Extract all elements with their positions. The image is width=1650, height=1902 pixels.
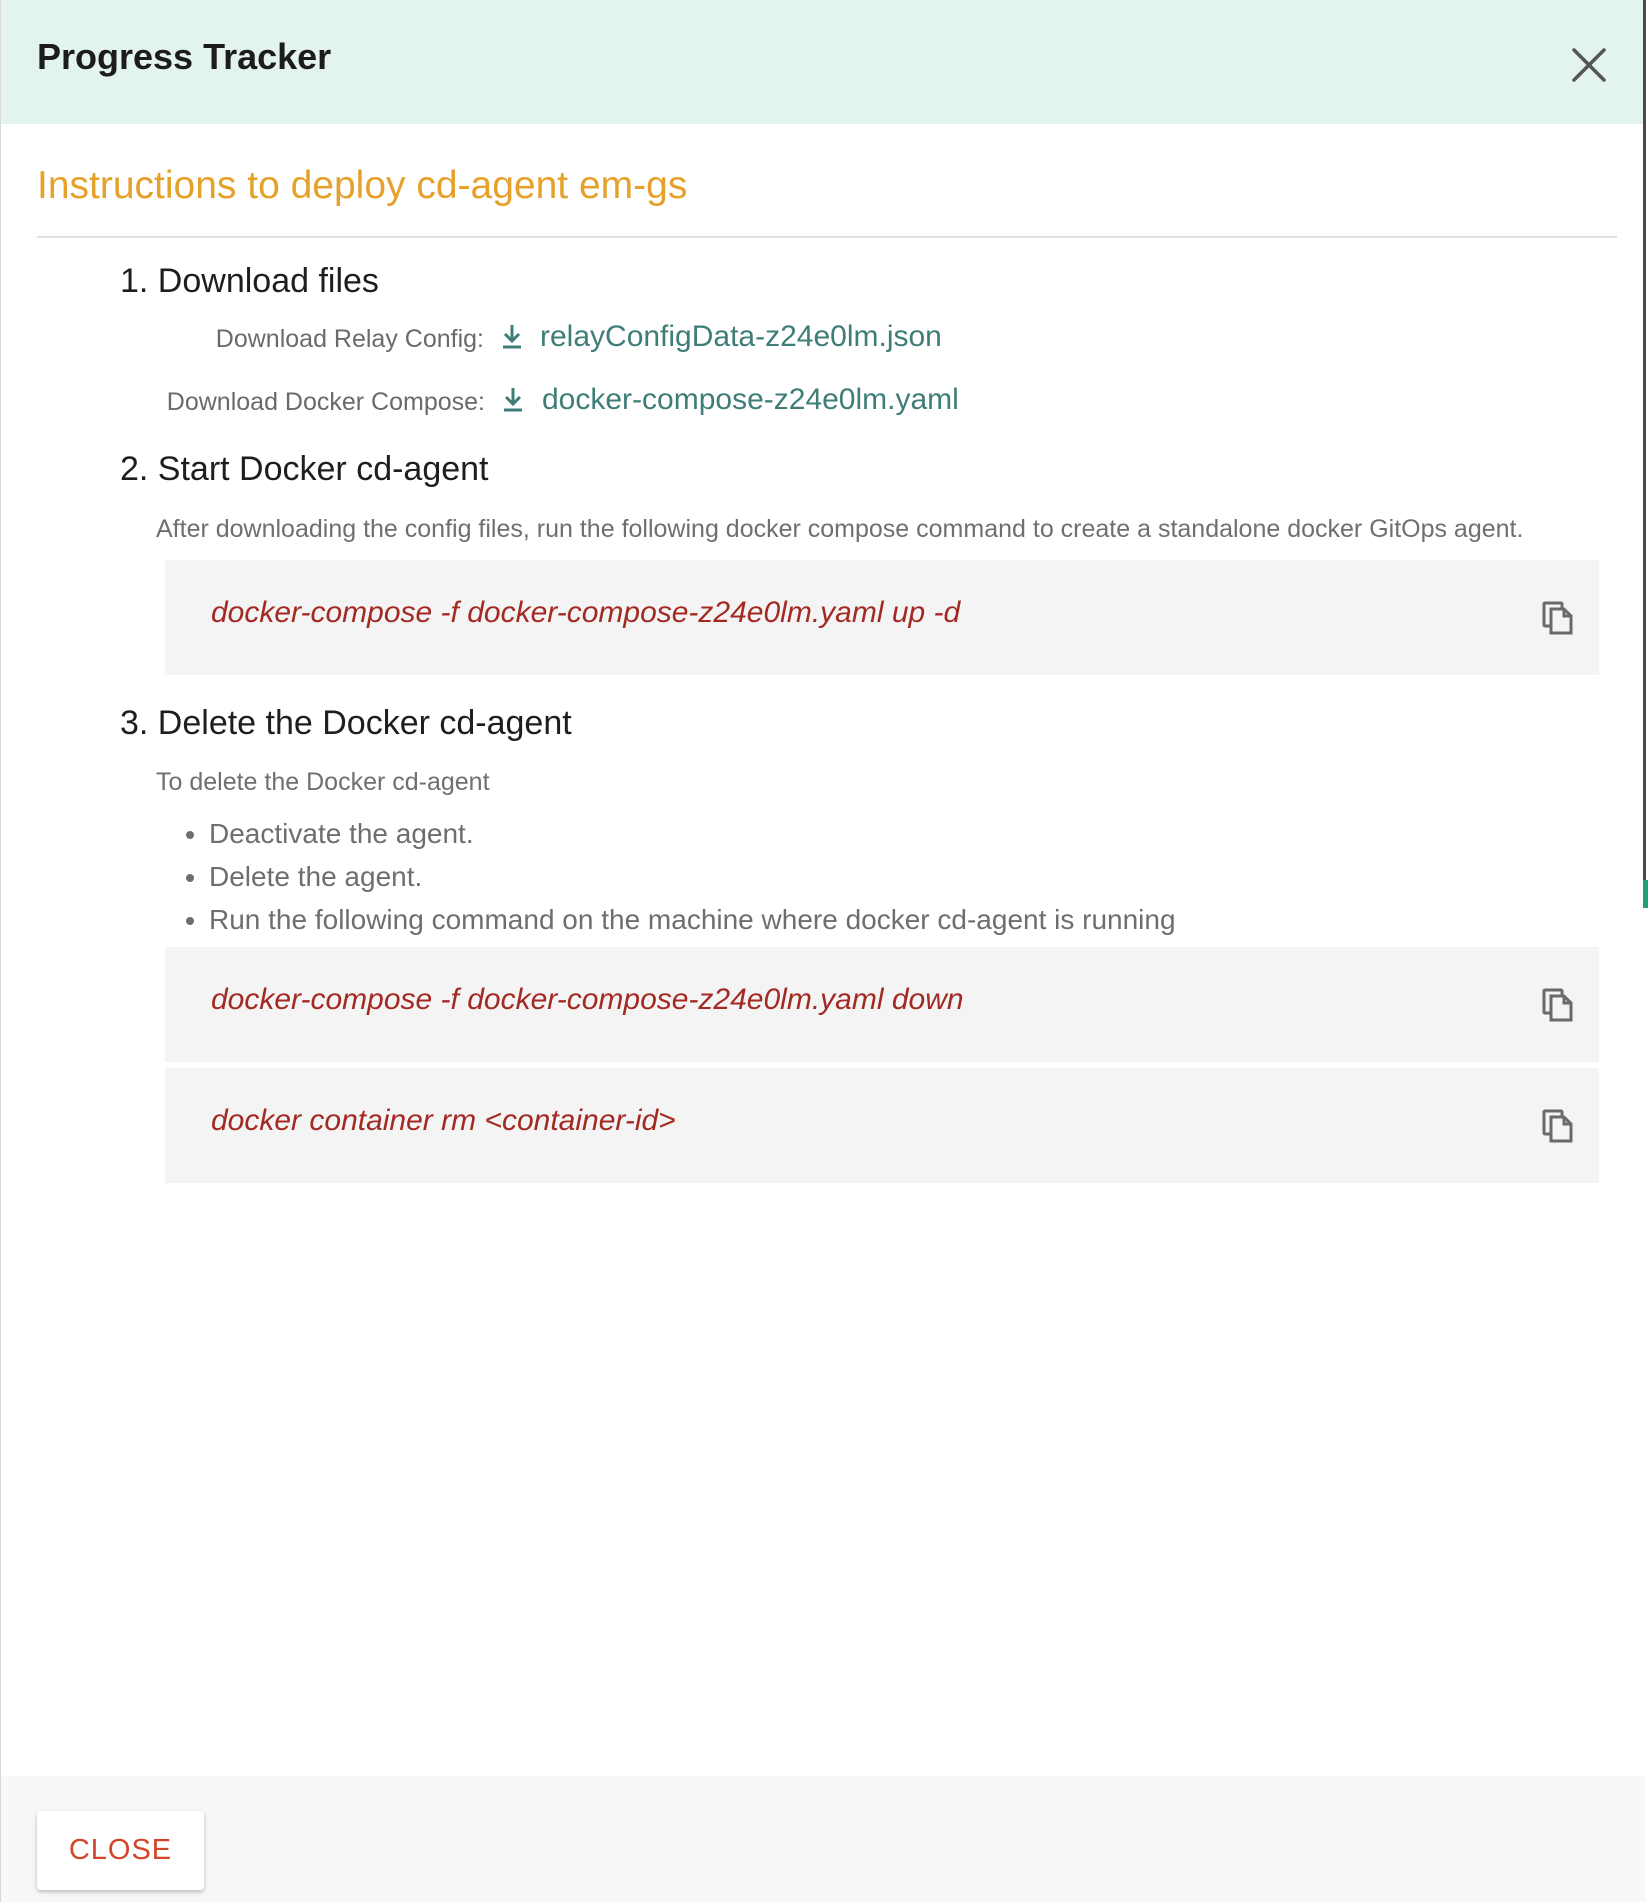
list-item: • Run the following command on the machine where docker cd-agent is running — [209, 898, 1176, 941]
docker-compose-label: Download Docker Compose: — [166, 388, 485, 416]
rm-command-box — [165, 1068, 1599, 1183]
list-item: • Deactivate the agent. — [209, 812, 1176, 855]
copy-icon[interactable] — [1541, 987, 1575, 1023]
step-delete-description: To delete the Docker cd-agent — [156, 768, 490, 796]
step-download-heading: 1. Download files — [120, 262, 379, 300]
dialog-header — [1, 0, 1646, 124]
copy-icon[interactable] — [1541, 1108, 1575, 1144]
step-start-description: After downloading the config files, run the following docker compose command to create a standalone docker GitOps agent. — [156, 515, 1524, 543]
rm-command-text: docker container rm <container-id> — [211, 1104, 676, 1137]
download-icon[interactable] — [499, 322, 525, 352]
download-icon[interactable] — [500, 385, 526, 415]
start-command-box — [165, 560, 1599, 675]
docker-compose-link[interactable]: docker-compose-z24e0lm.yaml — [542, 383, 959, 416]
copy-icon[interactable] — [1541, 600, 1575, 636]
section-title: Instructions to deploy cd-agent em-gs — [37, 164, 688, 207]
scrollbar-edge — [1643, 0, 1646, 880]
close-icon[interactable] — [1566, 42, 1612, 88]
step-delete-heading: 3. Delete the Docker cd-agent — [120, 704, 572, 742]
section-divider — [37, 236, 1617, 238]
down-command-text: docker-compose -f docker-compose-z24e0lm.yaml down — [211, 983, 964, 1016]
dialog-footer — [1, 1776, 1646, 1902]
dialog-title: Progress Tracker — [37, 36, 332, 77]
delete-steps-list — [157, 812, 1176, 941]
down-command-box — [165, 947, 1599, 1062]
relay-config-label: Download Relay Config: — [215, 325, 484, 353]
step-start-heading: 2. Start Docker cd-agent — [120, 450, 489, 488]
scrollbar-accent — [1643, 880, 1648, 908]
relay-config-link[interactable]: relayConfigData-z24e0lm.json — [540, 320, 942, 353]
close-button[interactable]: CLOSE — [37, 1811, 204, 1890]
list-item: • Delete the agent. — [209, 855, 1176, 898]
start-command-text: docker-compose -f docker-compose-z24e0lm.yaml up -d — [211, 596, 961, 629]
